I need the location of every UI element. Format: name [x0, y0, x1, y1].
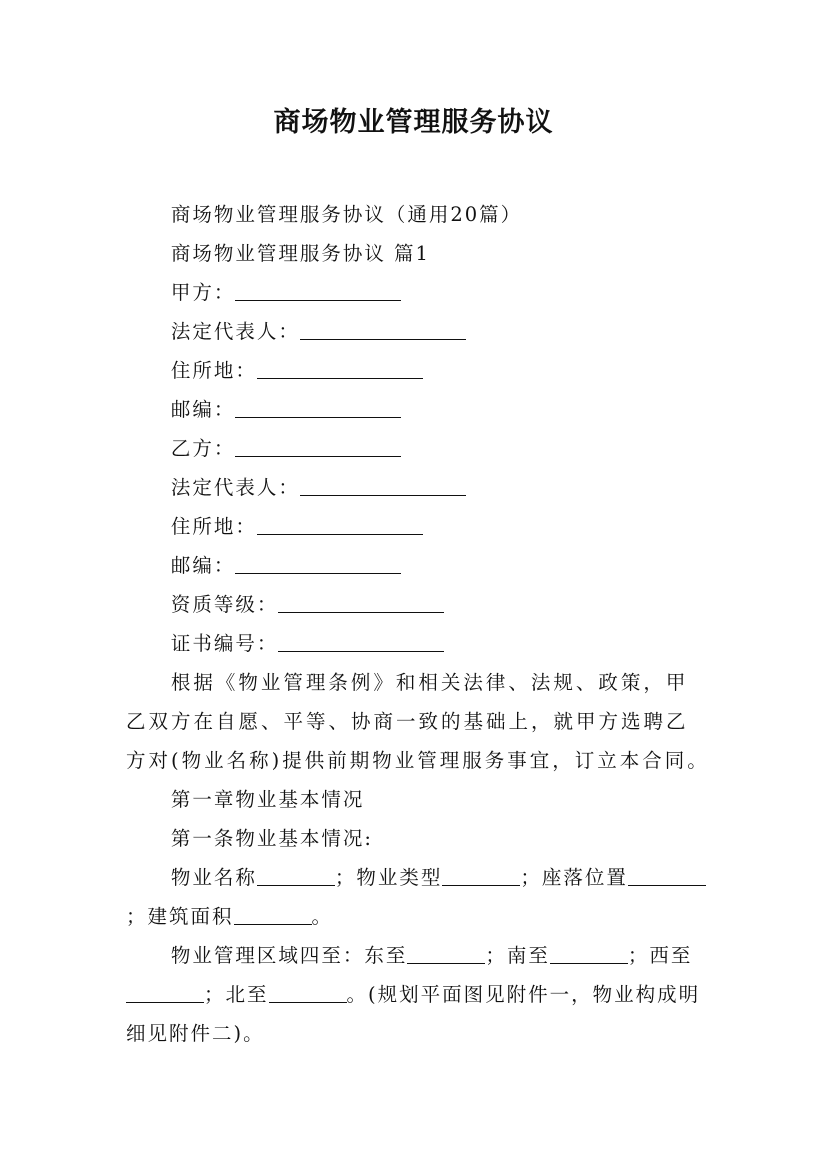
- preamble-paragraph: 根据《物业管理条例》和相关法律、法规、政策，甲乙双方在自愿、平等、协商一致的基础上，就甲方选聘乙方对(物业名称)提供前期物业管理服务事宜，订立本合同。: [126, 671, 710, 772]
- separator: ；: [126, 905, 148, 928]
- party-a-label: 甲方：: [170, 281, 236, 304]
- document-body: [126, 195, 710, 1053]
- party-b-label: 乙方：: [170, 437, 236, 460]
- qualification-line: [126, 585, 710, 624]
- party-a-blank: [235, 299, 401, 301]
- separator: ；: [334, 866, 357, 889]
- qualification-blank: [278, 611, 444, 613]
- certificate-blank: [278, 650, 444, 652]
- boundary-paragraph: [126, 936, 710, 1053]
- property-fields-paragraph: [126, 858, 710, 936]
- property-area-label: 建筑面积: [147, 905, 234, 928]
- party-a-rep-label: 法定代表人：: [170, 320, 300, 343]
- party-a-line: [126, 273, 710, 312]
- party-b-rep-line: [126, 468, 710, 507]
- party-b-address-line: [126, 507, 710, 546]
- article-heading: 第一条物业基本情况:: [170, 827, 373, 850]
- party-b-line: [126, 429, 710, 468]
- separator: ；: [485, 944, 507, 967]
- party-b-blank: [235, 455, 401, 457]
- party-a-rep-line: [126, 312, 710, 351]
- north-label: 北至: [225, 983, 269, 1006]
- party-a-postcode-blank: [235, 416, 401, 418]
- party-a-address-line: [126, 351, 710, 390]
- property-location-label: 座落位置: [541, 866, 628, 889]
- separator: ；: [204, 983, 226, 1006]
- boundary-tail: 。(规划平面图见附件一，物业构成明细见附件二)。: [126, 983, 701, 1045]
- property-type-label: 物业类型: [356, 866, 443, 889]
- north-blank: [269, 1001, 347, 1003]
- party-b-postcode-blank: [235, 572, 401, 574]
- intro-line: 商场物业管理服务协议（通用20篇）: [170, 203, 523, 226]
- document-title: 商场物业管理服务协议: [273, 107, 554, 138]
- sentence-end: 。: [311, 905, 334, 928]
- party-b-address-label: 住所地：: [170, 515, 257, 538]
- south-blank: [550, 962, 628, 964]
- property-area-blank: [234, 923, 312, 925]
- party-a-address-label: 住所地：: [170, 359, 257, 382]
- party-b-address-blank: [257, 533, 423, 535]
- property-location-blank: [628, 884, 706, 886]
- south-label: 南至: [506, 944, 550, 967]
- party-b-postcode-line: [126, 546, 710, 585]
- property-type-blank: [442, 884, 520, 886]
- property-name-label: 物业名称: [170, 866, 257, 889]
- east-label: 东至: [364, 944, 408, 967]
- party-a-postcode-line: [126, 390, 710, 429]
- property-name-blank: [257, 884, 335, 886]
- west-label: 西至: [649, 944, 693, 967]
- section-heading: 商场物业管理服务协议 篇1: [170, 242, 430, 265]
- separator: ；: [520, 866, 542, 889]
- party-a-postcode-label: 邮编：: [170, 398, 236, 421]
- boundary-intro: 物业管理区域四至：: [170, 944, 365, 967]
- certificate-line: [126, 624, 710, 663]
- chapter-heading: 第一章物业基本情况: [170, 788, 365, 811]
- east-blank: [407, 962, 485, 964]
- qualification-label: 资质等级：: [170, 593, 279, 616]
- party-b-rep-label: 法定代表人：: [170, 476, 300, 499]
- party-b-rep-blank: [300, 494, 466, 496]
- party-a-address-blank: [257, 377, 423, 379]
- party-a-rep-blank: [300, 338, 466, 340]
- party-b-postcode-label: 邮编：: [170, 554, 236, 577]
- west-blank: [126, 1001, 204, 1003]
- separator: ；: [627, 944, 650, 967]
- certificate-label: 证书编号：: [170, 632, 279, 655]
